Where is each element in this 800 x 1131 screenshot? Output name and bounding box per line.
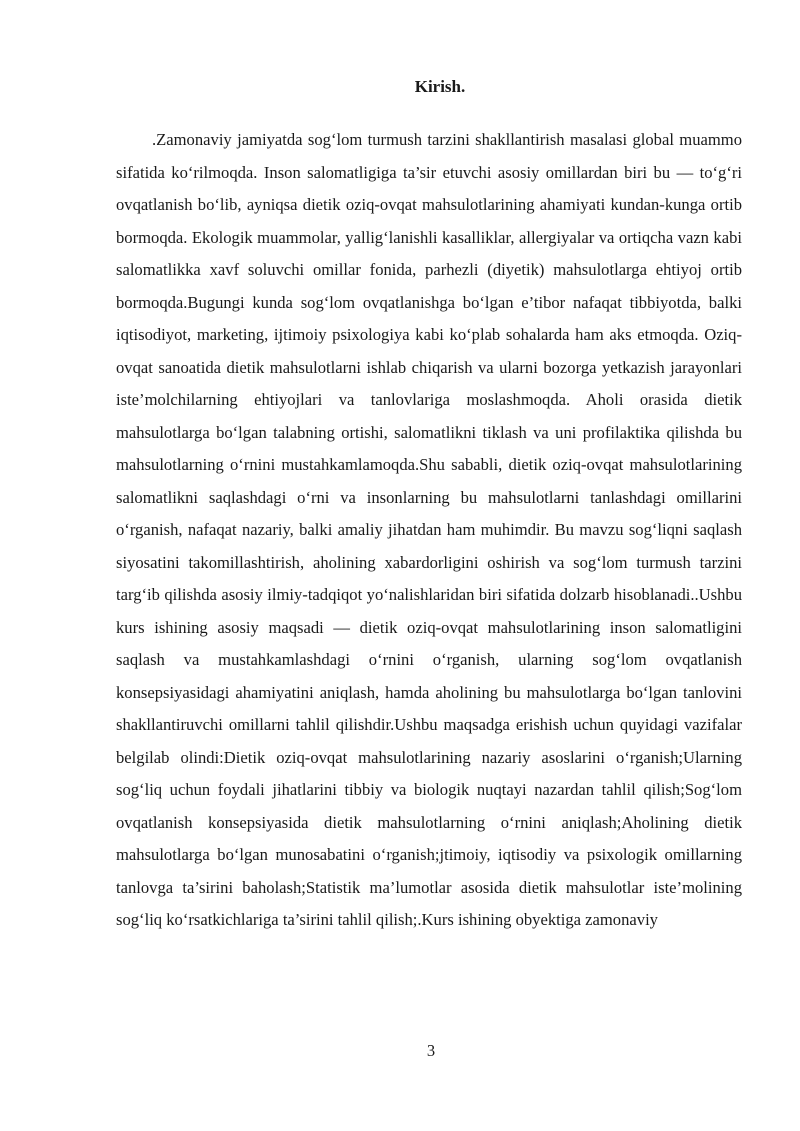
body-paragraph: .Zamonaviy jamiyatda sog‘lom turmush tarzini shakllantirish masalasi global muammo sifatida ko‘rilmoqda. Inson salomatligiga ta’sir etuvchi asosiy omillardan biri bu — to‘g‘ri ovqatlanish bo‘lib, ayniqsa dietik oziq-ovqat mahsulotlarining ahamiyati kundan-kunga ortib bormoqda. Ekologik muammolar, yallig‘lanishli kasalliklar, allergiyalar va ortiqcha vazn kabi salomatlikka xavf soluvchi omillar fonida, parhezli (diyetik) mahsulotlarga ehtiyoj ortib bormoqda.Bugungi kunda sog‘lom ovqatlanishga bo‘lgan e’tibor nafaqat tibbiyotda, balki iqtisodiyot, marketing, ijtimoiy psixologiya kabi ko‘plab sohalarda ham aks etmoqda. Oziq-ovqat sanoatida dietik mahsulotlarni ishlab chiqarish va ularni bozorga yetkazish jarayonlari iste’molchilarning ehtiyojlari va tanlovlariga moslashmoqda. Aholi orasida dietik mahsulotlarga bo‘lgan talabning ortishi, salomatlikni tiklash va uni profilaktika qilishda bu mahsulotlarning o‘rnini mustahkamlamoqda.Shu sababli, dietik oziq-ovqat mahsulotlarining salomatlikni saqlashdagi o‘rni va insonlarning bu mahsulotlarni tanlashdagi omillarini o‘rganish, nafaqat nazariy, balki amaliy jihatdan ham muhimdir. Bu mavzu sog‘liqni saqlash siyosatini takomillashtirish, aholining xabardorligini oshirish va sog‘lom turmush tarzini targ‘ib qilishda asosiy ilmiy-tadqiqot yo‘nalishlaridan biri sifatida dolzarb hisoblanadi..Ushbu kurs ishining asosiy maqsadi — dietik oziq-ovqat mahsulotlarining inson salomatligini saqlash va mustahkamlashdagi o‘rnini o‘rganish, ularning sog‘lom ovqatlanish konsepsiyasidagi ahamiyatini aniqlash, hamda aholining bu mahsulotlarga bo‘lgan tanlovini shakllantiruvchi omillarni tahlil qilishdir.Ushbu maqsadga erishish uchun quyidagi vazifalar belgilab olindi:Dietik oziq-ovqat mahsulotlarining nazariy asoslarini o‘rganish;Ularning sog‘liq uchun foydali jihatlarini tibbiy va biologik nuqtayi nazardan tahlil qilish;Sog‘lom ovqatlanish konsepsiyasida dietik mahsulotlarning o‘rnini aniqlash;Aholining dietik mahsulotlarga bo‘lgan munosabatini o‘rganish;jtimoiy, iqtisodiy va psixologik omillarning tanlovga ta’sirini baholash;Statistik ma’lumotlar asosida dietik mahsulotlar iste’molining sog‘liq ko‘rsatkichlariga ta’sirini tahlil qilish;.Kurs ishining obyektiga zamonaviy — [116, 130, 742, 929]
section-title: Kirish. — [414, 77, 466, 96]
page-number: 3 — [426, 1041, 436, 1060]
